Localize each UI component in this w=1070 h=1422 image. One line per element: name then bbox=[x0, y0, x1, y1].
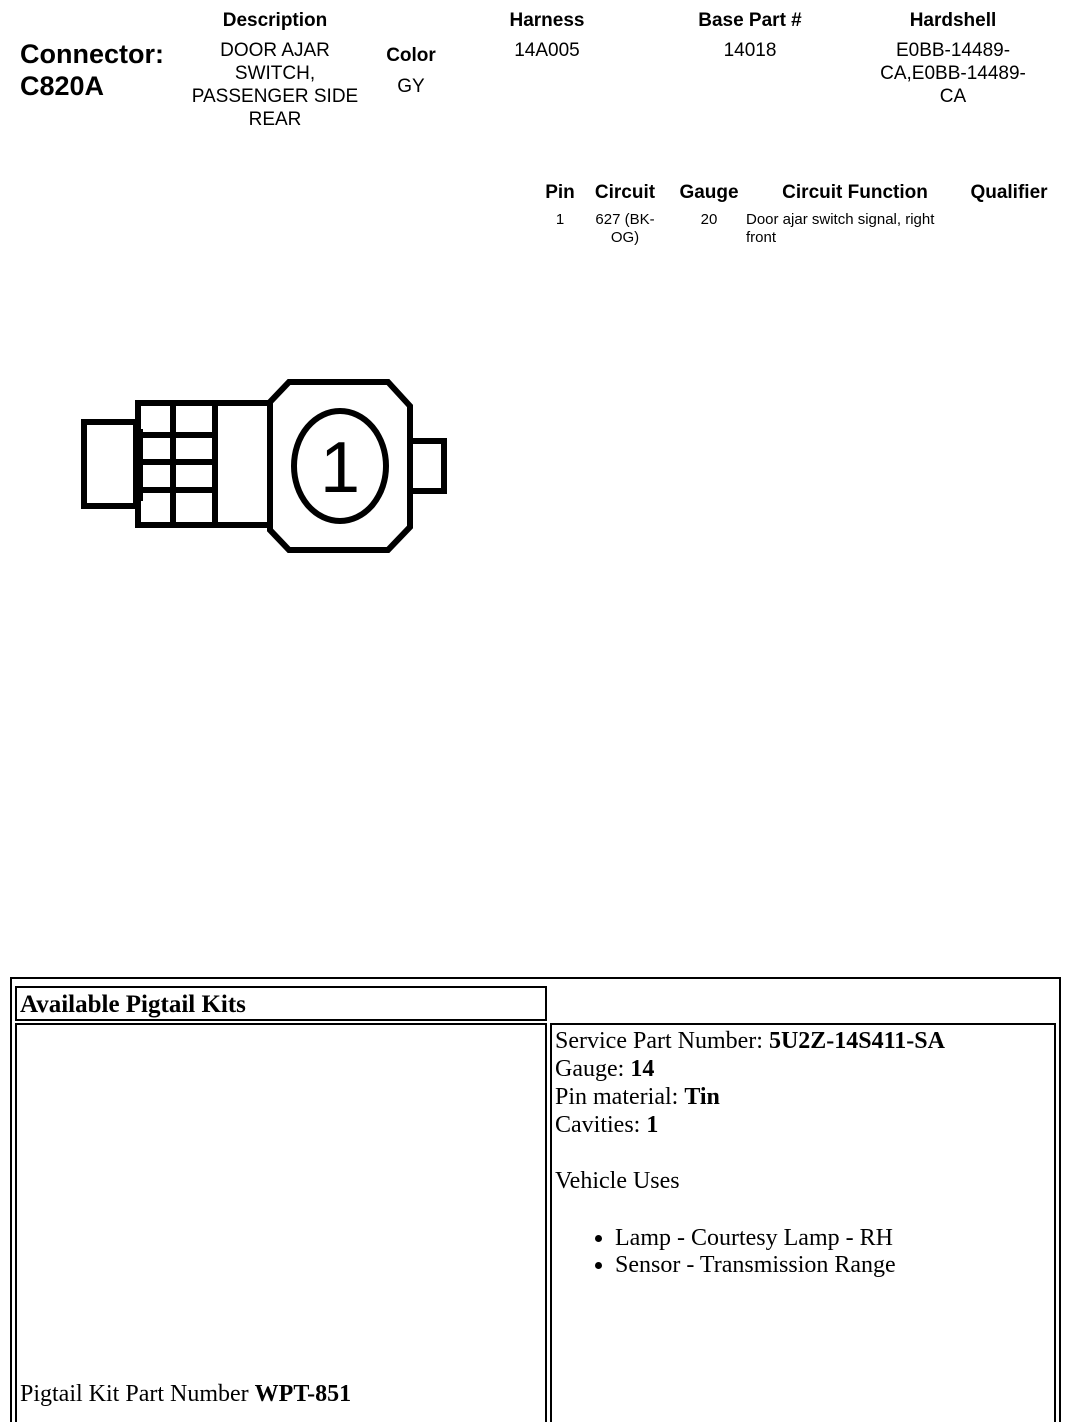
hardshell-value bbox=[863, 39, 1043, 108]
pigtail-kit-number bbox=[20, 1380, 351, 1408]
description-line: PASSENGER SIDE bbox=[191, 86, 359, 107]
circuit-line: 627 (BK- bbox=[595, 211, 655, 228]
cavities-row bbox=[555, 1111, 1054, 1139]
pin-material-row bbox=[555, 1083, 1054, 1111]
hardshell-line: CA bbox=[939, 86, 967, 107]
gauge-cell: 20 bbox=[700, 211, 718, 228]
pigtail-kit-value: WPT-851 bbox=[254, 1381, 352, 1407]
pigtail-title: Available Pigtail Kits bbox=[20, 991, 246, 1018]
vehicle-uses-label: Vehicle Uses bbox=[555, 1168, 680, 1194]
cavities-value: 1 bbox=[646, 1112, 659, 1138]
vehicle-use-item: • Lamp - Courtesy Lamp - RH bbox=[615, 1225, 1054, 1252]
description-line: DOOR AJAR bbox=[220, 40, 330, 61]
circuit-line: OG) bbox=[610, 229, 640, 246]
circuit-header: Circuit bbox=[594, 182, 656, 203]
circuit-function-cell bbox=[746, 211, 961, 247]
pigtail-kit-label: Pigtail Kit Part Number bbox=[20, 1381, 255, 1407]
pin-material-label: Pin material: bbox=[555, 1084, 685, 1110]
right-nub-outline bbox=[410, 441, 444, 491]
harness-value: 14A005 bbox=[514, 40, 580, 61]
service-part-label: Service Part Number: bbox=[555, 1028, 769, 1054]
connector-label: Connector: bbox=[20, 39, 164, 69]
color-value: GY bbox=[397, 76, 425, 97]
circuit-cell bbox=[585, 211, 665, 247]
hardshell-line: CA,E0BB-14489- bbox=[880, 63, 1026, 84]
gauge-label: Gauge: bbox=[555, 1056, 631, 1082]
pin-material-value: Tin bbox=[684, 1084, 720, 1110]
connector-diagram bbox=[70, 370, 460, 565]
latch-outline bbox=[84, 422, 136, 506]
gauge-row bbox=[555, 1055, 1054, 1083]
service-part-row bbox=[555, 1027, 1054, 1055]
description-value bbox=[165, 39, 385, 131]
vehicle-use-item: • Sensor - Transmission Range bbox=[615, 1252, 1054, 1279]
connector-heading bbox=[20, 38, 164, 102]
base-part-value: 14018 bbox=[723, 40, 777, 61]
harness-header: Harness bbox=[509, 10, 585, 31]
pigtail-title-cell bbox=[15, 986, 547, 1021]
description-line: SWITCH, bbox=[234, 63, 316, 84]
service-part-value: 5U2Z-14S411-SA bbox=[768, 1028, 945, 1054]
color-header: Color bbox=[386, 45, 436, 66]
circuit-function-header: Circuit Function bbox=[782, 182, 928, 203]
connector-id: C820A bbox=[20, 71, 105, 101]
qualifier-header: Qualifier bbox=[970, 182, 1048, 203]
function-line: front bbox=[746, 229, 777, 246]
description-line: REAR bbox=[248, 109, 302, 130]
pin-number-label: 1 bbox=[319, 428, 361, 508]
gauge-value: 14 bbox=[630, 1056, 655, 1082]
hardshell-line: E0BB-14489- bbox=[895, 40, 1011, 61]
cavities-label: Cavities: bbox=[555, 1112, 647, 1138]
vehicle-uses-list bbox=[555, 1225, 1054, 1279]
description-header: Description bbox=[222, 10, 328, 31]
gauge-header: Gauge bbox=[679, 182, 739, 203]
base-part-header: Base Part # bbox=[698, 10, 802, 31]
pin-header: Pin bbox=[545, 182, 575, 203]
hardshell-header: Hardshell bbox=[909, 10, 997, 31]
pin-cell: 1 bbox=[555, 211, 565, 228]
function-line: Door ajar switch signal, right bbox=[746, 211, 935, 228]
pigtail-details-cell bbox=[550, 1023, 1056, 1422]
pigtail-kit-cell bbox=[15, 1023, 547, 1422]
